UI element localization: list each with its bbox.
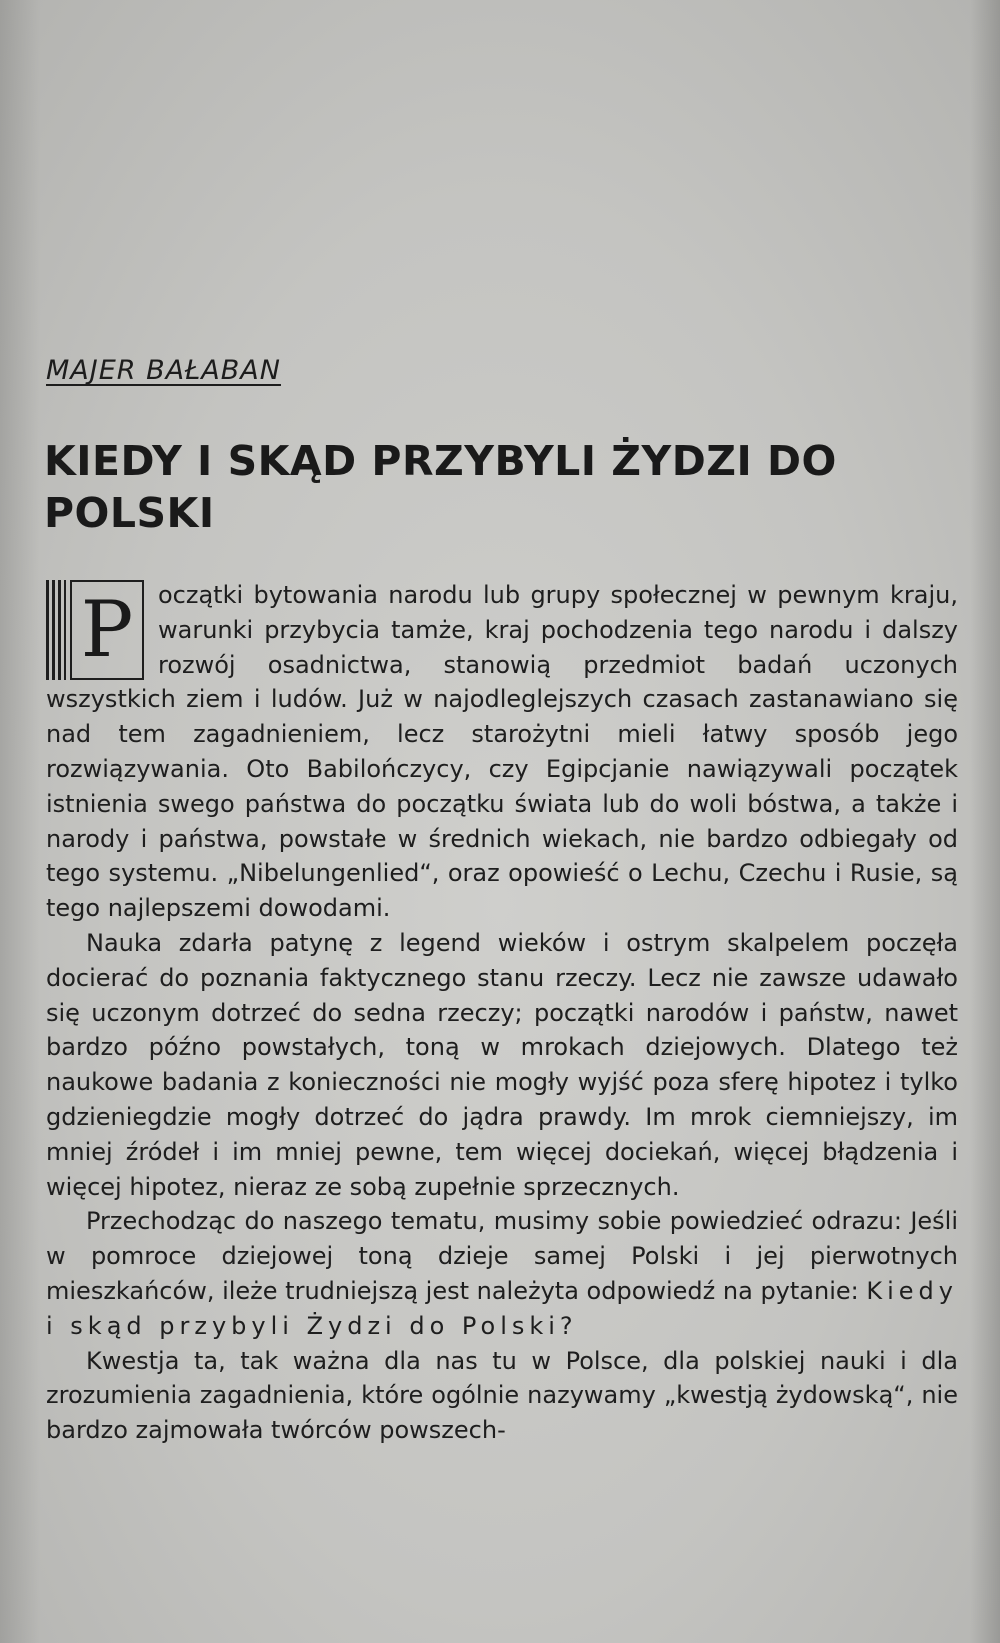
paragraph-4: Kwestja ta, tak ważna dla nas tu w Polsce, dla polskiej nauki i dla zrozumienia zagadnienia, które ogólnie nazywamy „kwestją żydowską“, nie bardzo zajmowała twórców powszech-: [46, 1346, 958, 1445]
paragraph-1-text: oczątki bytowania narodu lub grupy społecznej w pewnym kraju, warunki przybycia tamże, kraj pochodzenia tego narodu i dalszy rozwój osadnictwa, stanowią przedmiot badań uczonych wszystkich ziem i ludów. Już w najodleglejszych czasach zastanawiano się nad tem zagadnieniem, lecz starożytni mieli łatwy sposób jego rozwiązywania. Oto Babilończycy, czy Egipcjanie nawiązywali początek istnienia swego państwa do początku świata lub do woli bóstwa, a także i narody i państwa, powstałe w średnich wiekach, nie bardzo odbiegały od tego systemu. „Nibelungenlied“, oraz opowieść o Lechu, Czechu i Rusie, są tego najlepszemi dowodami.: [46, 581, 958, 923]
article-body: [46, 578, 958, 1448]
page-shadow-left: [0, 0, 40, 1643]
drop-cap-frame: [70, 580, 144, 680]
page-shadow-right: [970, 0, 1000, 1643]
drop-cap-stripes: [46, 580, 66, 680]
paragraph-1: [46, 578, 958, 926]
author-name: MAJER BAŁABAN: [46, 355, 281, 386]
paragraph-3-text: Przechodząc do naszego tematu, musimy sobie powiedzieć odrazu: Jeśli w pomroce dziejowej toną dzieje samej Polski i jej pierwotnych mieszkańców, ileże trudniejszą jest należyta odpowiedź na pytanie:: [46, 1207, 958, 1305]
paragraph-3: [46, 1204, 958, 1343]
article-title: KIEDY I SKĄD PRZYBYLI ŻYDZI DO POLSKI: [44, 437, 837, 537]
drop-cap-ornament: [46, 580, 144, 680]
spaced-question: Kiedy i skąd przybyli Żydzi do Polski?: [46, 1276, 958, 1340]
drop-cap-letter: P: [80, 585, 134, 675]
paragraph-2: Nauka zdarła patynę z legend wieków i ostrym skalpelem poczęła docierać do poznania faktycznego stanu rzeczy. Lecz nie zawsze udawało się uczonym dotrzeć do sedna rzeczy; początki narodów i państw, nawet bardzo późno powstałych, toną w mrokach dziejowych. Dlatego też naukowe badania z konieczności nie mogły wyjść poza sferę hipotez i tylko gdzieniegdzie mogły dotrzeć do jądra prawdy. Im mrok ciemniejszy, im mniej źródeł i im mniej pewne, tem więcej dociekań, więcej błądzenia i więcej hipotez, nieraz ze sobą zupełnie sprzecznych.: [46, 928, 958, 1201]
